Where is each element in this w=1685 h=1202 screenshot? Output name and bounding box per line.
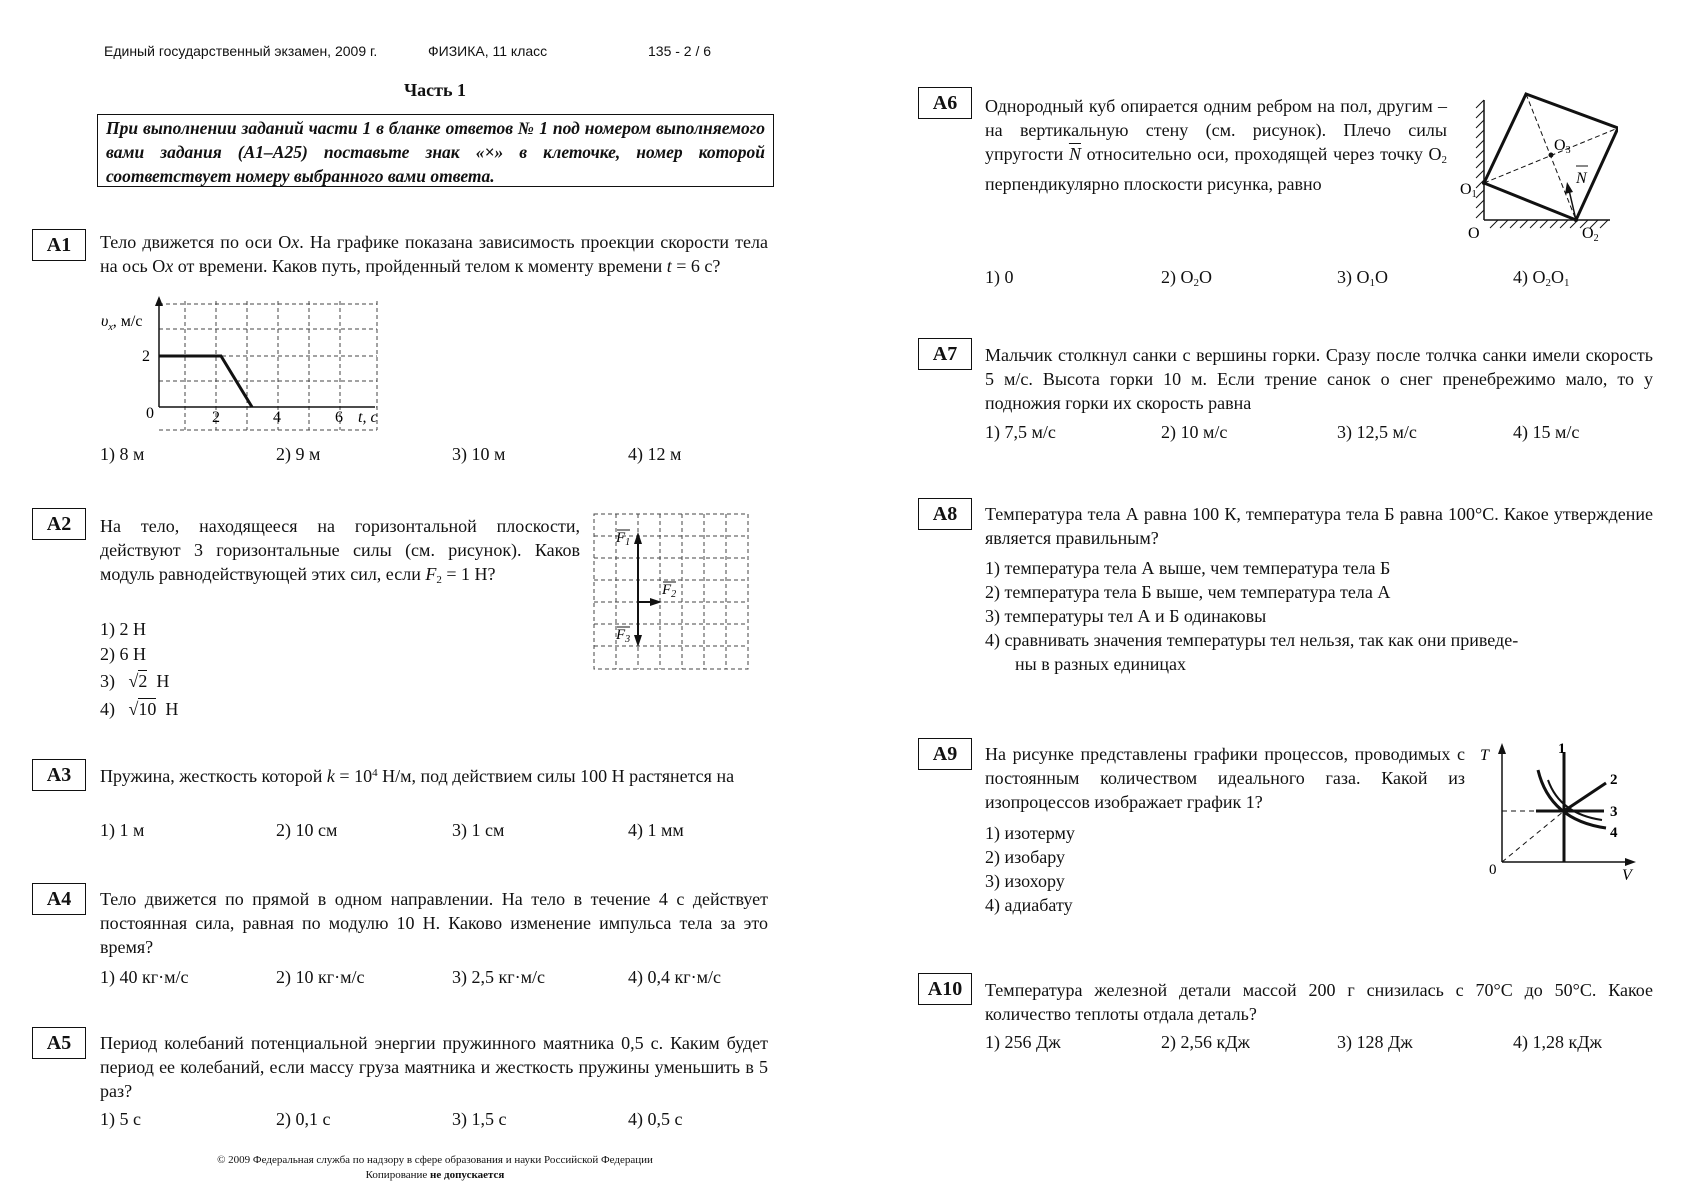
option[interactable]: 2) 9 м	[276, 444, 321, 464]
page-code: 135 - 2 / 6	[648, 43, 712, 59]
option[interactable]: 1) температура тела А выше, чем температура тела Б	[985, 558, 1391, 578]
question-text-a4: Тело движется по прямой в одном направлении. На тело в течение 4 с действует постоянная сила, равная по модулю 10 Н. Каково изменение импульса тела за это время?	[100, 889, 768, 957]
question-text-a6: Однородный куб опирается одним ребром на пол, другим – на вертикальную стену (см. рисунок). Плечо силы упругости $\overline{N}$ относительно оси, проходящей через точку $О_2$ перпендикулярно плоскости рисунка, равно	[985, 96, 1447, 194]
subject-title: ФИЗИКА, 11 класс	[428, 43, 548, 59]
force-n-label: N	[1576, 170, 1587, 187]
option[interactable]: 4) 0,5 с	[628, 1109, 683, 1129]
option[interactable]: 3) 1,5 с	[452, 1109, 507, 1129]
point-o3: O3	[1554, 137, 1571, 156]
question-label-a3: А3	[32, 759, 86, 791]
question-label-a10: А10	[918, 973, 972, 1005]
isoprocess-graph-a9	[1478, 740, 1648, 880]
question-label-a1: А1	[32, 229, 86, 261]
option[interactable]: 1) 40 кг·м/с	[100, 967, 189, 987]
force-label-f1: $F_1$	[616, 530, 631, 548]
option[interactable]: 2) 2,56 кДж	[1161, 1032, 1250, 1052]
axis-t-label: T	[1480, 747, 1489, 764]
question-label-a4: А4	[32, 883, 86, 915]
axis-v-label: V	[1622, 867, 1632, 880]
option[interactable]: 2) 10 м/с	[1161, 422, 1228, 442]
question-label-a8: А8	[918, 498, 972, 530]
option[interactable]: 1) 8 м	[100, 444, 145, 464]
option[interactable]: 4) 1 мм	[628, 820, 684, 840]
graph-origin: 0	[146, 405, 154, 422]
curve-label: 1	[1558, 741, 1566, 757]
option[interactable]: 1) 5 с	[100, 1109, 141, 1129]
option[interactable]: 1) 1 м	[100, 820, 145, 840]
copy-notice: Копирование не допускается	[365, 1169, 505, 1181]
cube-figure-a6	[1458, 88, 1618, 248]
graph-y-tick: 2	[142, 348, 150, 365]
option[interactable]: 3) 12,5 м/с	[1337, 422, 1417, 442]
option[interactable]: 4) 0,4 кг·м/с	[628, 967, 721, 987]
instruction-box: При выполнении заданий части 1 в бланке ответов № 1 под номером выполняемого вами задания (А1–А25) поставьте знак «×» в клеточке, номер которой соответствует номеру выбранного вами ответа.	[97, 114, 774, 187]
option[interactable]: 3) 2,5 кг·м/с	[452, 967, 545, 987]
point-o2: O2	[1582, 225, 1599, 244]
options-a8	[985, 556, 1518, 676]
option-continuation: ны в разных единицах	[1015, 654, 1186, 674]
options-a9	[985, 821, 1075, 917]
curve-label: 2	[1610, 772, 1618, 788]
option[interactable]: 3) $O_1O$	[1337, 267, 1388, 289]
question-text-a7: Мальчик столкнул санки с вершины горки. Сразу после толчка санки имели скорость 5 м/с. Высота горки 10 м. Если трение санок о снег пренебрежимо мало, то у подножия горки их скорость равна	[985, 345, 1653, 413]
velocity-graph-a1	[95, 296, 395, 436]
option[interactable]: 3) 10 м	[452, 444, 506, 464]
point-o: O	[1468, 225, 1480, 242]
question-text-a9: На рисунке представлены графики процессов, проводимых с постоянным количеством идеального газа. Какой из изопроцессов изображает график 1?	[985, 744, 1465, 812]
graph-origin: 0	[1489, 862, 1497, 878]
option[interactable]: 4) адиабату	[985, 895, 1073, 915]
graph-x-tick: 2	[212, 409, 220, 426]
option[interactable]: 2) $O_2O$	[1161, 267, 1212, 289]
question-label-a9: А9	[918, 738, 972, 770]
option[interactable]: 1) 0	[985, 267, 1014, 287]
option[interactable]: 2) 10 кг·м/с	[276, 967, 365, 987]
question-text-a5: Период колебаний потенциальной энергии пружинного маятника 0,5 с. Каким будет период ее колебаний, если массу груза маятника и жесткость пружины уменьшить в 5 раз?	[100, 1033, 768, 1101]
graph-y-label: $\upsilon_x$, м/с	[101, 313, 143, 333]
option[interactable]: 1) 2 Н	[100, 619, 146, 639]
question-label-a5: А5	[32, 1027, 86, 1059]
option[interactable]: 4) 1,28 кДж	[1513, 1032, 1602, 1052]
question-text-a3: Пружина, жесткость которой $k = 10^4$ Н/м, под действием силы 100 Н растянется на	[100, 766, 735, 786]
option[interactable]: 3) 128 Дж	[1337, 1032, 1413, 1052]
option[interactable]: 3) √2 Н	[100, 671, 170, 691]
option[interactable]: 2) 0,1 с	[276, 1109, 331, 1129]
question-label-a7: А7	[918, 338, 972, 370]
velocity-line	[159, 356, 252, 407]
option[interactable]: 2) температура тела Б выше, чем температура тела А	[985, 582, 1391, 602]
force-label-f3: $F_3$	[616, 627, 631, 645]
copyright-line: © 2009 Федеральная служба по надзору в сфере образования и науки Российской Федерации	[217, 1154, 653, 1166]
option[interactable]: 2) 6 Н	[100, 644, 146, 664]
question-text-a2: На тело, находящееся на горизонтальной плоскости, действуют 3 горизонтальные силы (см. рисунок). Каков модуль равнодействующей этих сил, если $F_2 = 1$ Н?	[100, 516, 580, 586]
option[interactable]: 4) √10 Н	[100, 699, 179, 719]
option[interactable]: 3) 1 см	[452, 820, 505, 840]
curve-label: 4	[1610, 825, 1618, 841]
graph-x-tick: 6	[335, 409, 343, 426]
question-text-a8: Температура тела А равна 100 К, температура тела Б равна 100°С. Какое утверждение является правильным?	[985, 504, 1653, 548]
option[interactable]: 1) 256 Дж	[985, 1032, 1061, 1052]
graph-x-label: t, с	[358, 409, 378, 426]
curve-label: 3	[1610, 804, 1618, 820]
forces-figure-a2	[592, 512, 752, 672]
question-label-a6: А6	[918, 87, 972, 119]
option[interactable]: 4) 12 м	[628, 444, 682, 464]
option[interactable]: 1) 7,5 м/с	[985, 422, 1056, 442]
option[interactable]: 4) сравнивать значения температуры тел нельзя, так как они приведе-	[985, 630, 1519, 650]
option[interactable]: 4) 15 м/с	[1513, 422, 1580, 442]
force-label-f2: $F_2$	[662, 582, 677, 600]
graph-x-tick: 4	[273, 409, 281, 426]
option[interactable]: 2) изобару	[985, 847, 1066, 867]
option[interactable]: 3) изохору	[985, 871, 1065, 891]
options-a2	[100, 617, 178, 722]
option[interactable]: 1) изотерму	[985, 823, 1075, 843]
exam-title: Единый государственный экзамен, 2009 г.	[104, 43, 378, 59]
option[interactable]: 4) $O_2O_1$	[1513, 267, 1570, 289]
point-o1: O1	[1460, 181, 1477, 200]
question-text-a1: Тело движется по оси Оx. На графике показана зависимость проекции скорости тела на ось Оx от времени. Каков путь, пройденный телом к моменту времени t = 6 с?	[100, 232, 768, 276]
question-text-a10: Температура железной детали массой 200 г снизилась с 70°С до 50°С. Какое количество теплоты отдала деталь?	[985, 980, 1653, 1024]
option[interactable]: 2) 10 см	[276, 820, 338, 840]
option[interactable]: 3) температуры тел А и Б одинаковы	[985, 606, 1267, 626]
part-title: Часть 1	[403, 80, 467, 100]
question-label-a2: А2	[32, 508, 86, 540]
